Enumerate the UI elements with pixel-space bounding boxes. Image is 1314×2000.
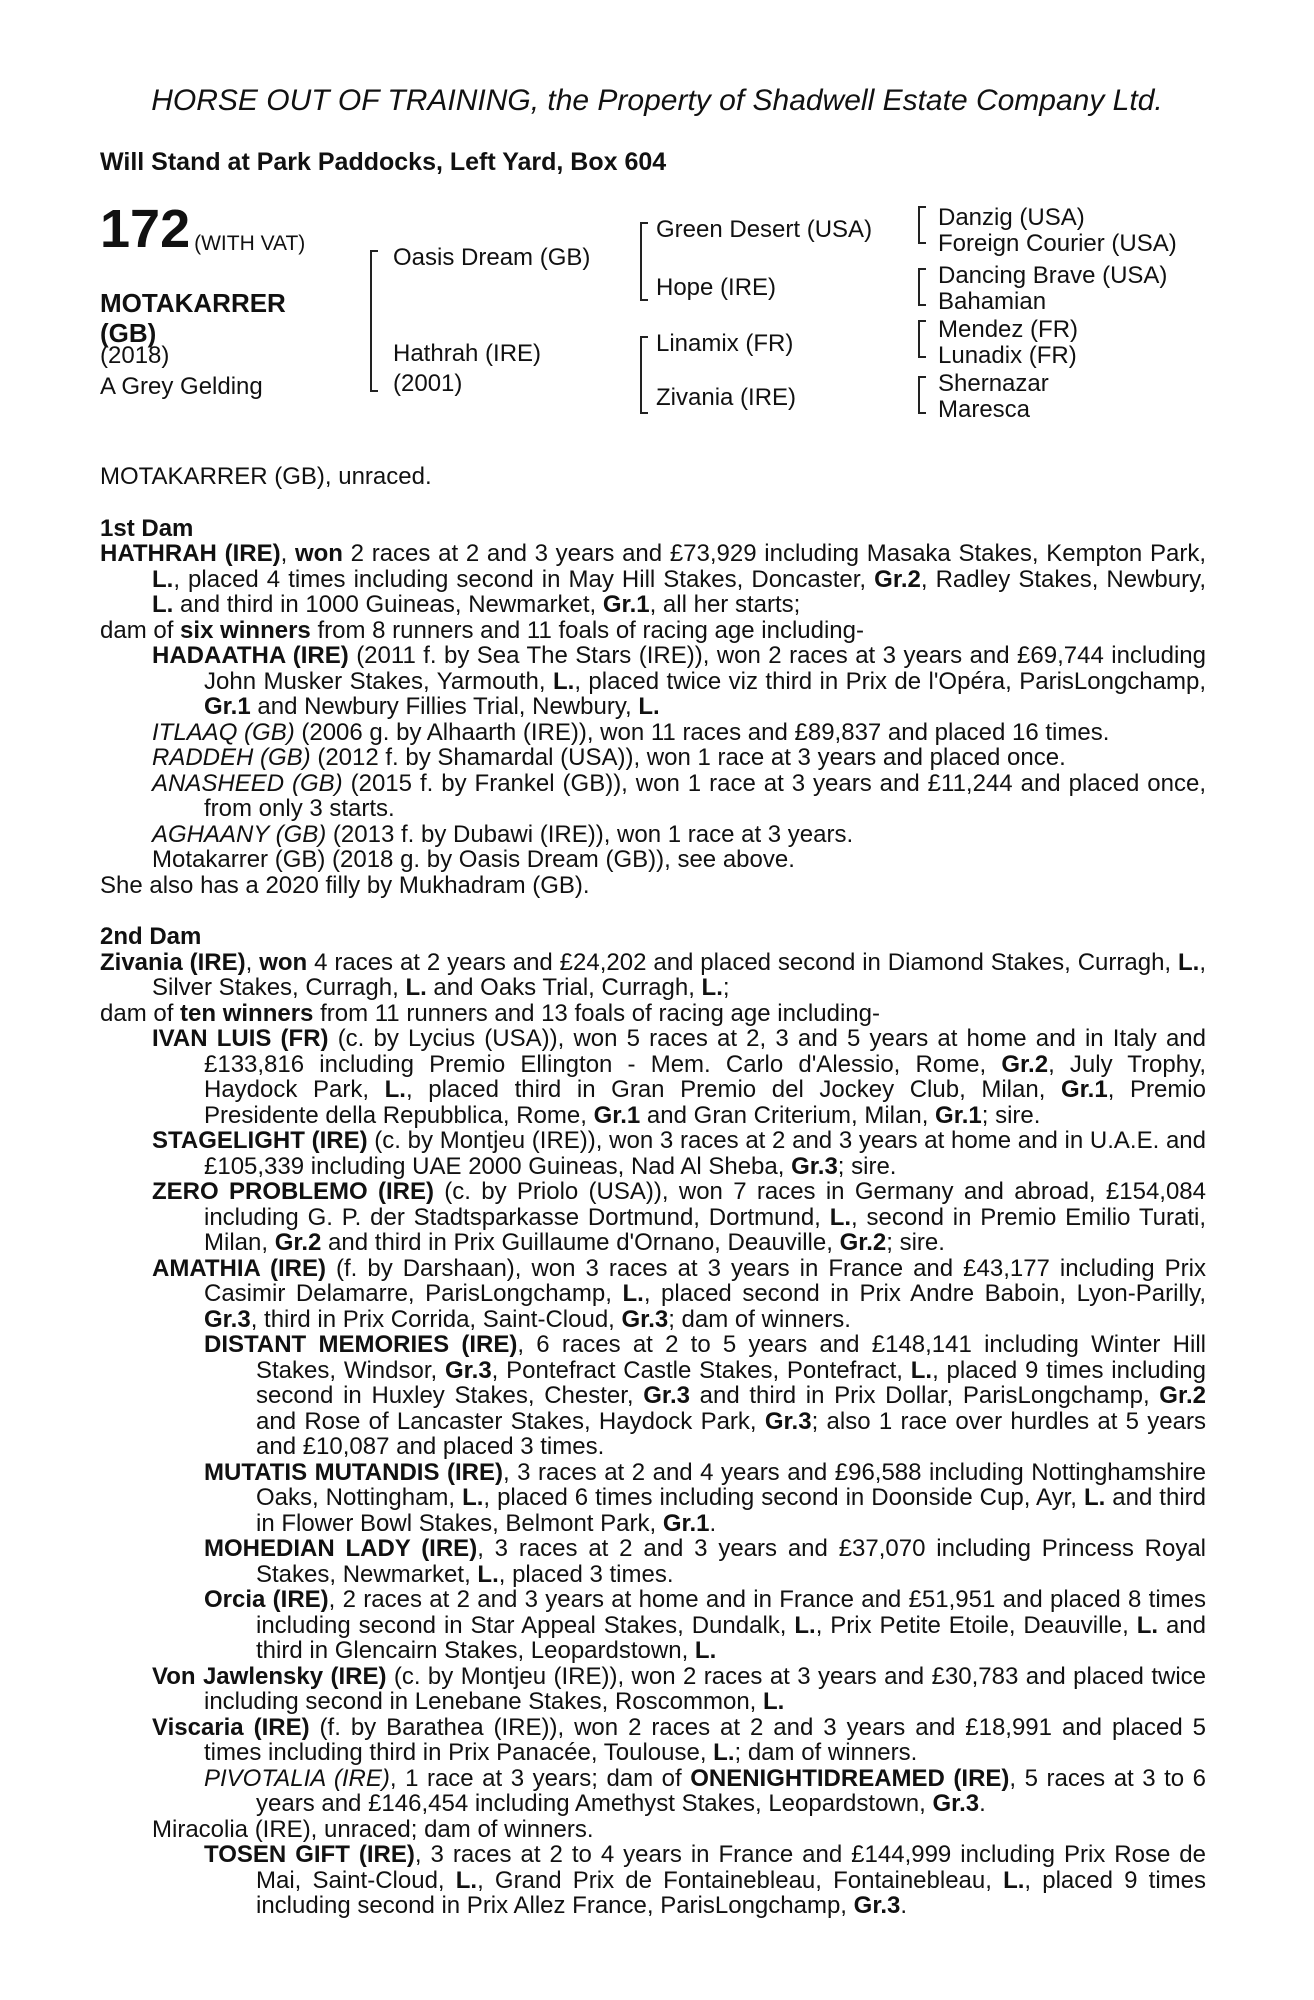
horse-info	[100, 340, 263, 402]
brace-ss	[918, 206, 926, 244]
produce-miracolia: Miracolia (IRE), unraced; dam of winners.	[152, 1815, 594, 1843]
pedigree-dam-dam: Zivania (IRE)	[656, 384, 797, 411]
dam-of-line-2: dam of ten winners from 11 runners and 13 foals of racing age including-	[100, 999, 880, 1027]
pedigree-g3-2: Foreign Courier (USA)	[938, 230, 1177, 257]
produce-motakarrer: Motakarrer (GB) (2018 g. by Oasis Dream (GB)), see above.	[152, 846, 795, 873]
pedigree-g3-6: Lunadix (FR)	[938, 342, 1077, 369]
pedigree-sire: Oasis Dream (GB)	[393, 244, 591, 271]
first-dam-heading: 1st Dam	[100, 514, 194, 542]
pedigree-g3-4: Bahamian	[938, 288, 1047, 315]
brace-sd	[918, 268, 926, 306]
produce-von-jawlensky: Von Jawlensky (IRE) (c. by Montjeu (IRE)), won 2 races at 3 years and £30,783 and placed twice including second in Lenebane Stakes, Roscommon, L.	[152, 1662, 1206, 1715]
lot-number: 172	[100, 199, 191, 259]
pedigree-dam-sire: Linamix (FR)	[656, 330, 794, 357]
brace-dd	[918, 376, 926, 414]
pedigree-g3-5: Mendez (FR)	[938, 316, 1079, 343]
produce-itlaaq: ITLAAQ (GB) (2006 g. by Alhaarth (IRE)), won 11 races and £89,837 and placed 16 times.	[152, 718, 1110, 746]
pedigree-g3-3: Dancing Brave (USA)	[938, 262, 1168, 289]
produce-orcia: Orcia (IRE), 2 races at 2 and 3 years at home and in France and £51,951 and placed 8 times including second in Star Appeal Stakes, Dundalk, L., Prix Petite Etoile, Deauville, L. and third in Glencairn Stakes, Leopardstown, L.	[204, 1586, 1207, 1664]
catalogue-text	[100, 464, 1206, 1919]
pedigree-g3-8: Maresca	[938, 396, 1031, 423]
pedigree-sire-dam: Hope (IRE)	[656, 274, 777, 301]
pedigree-dam-year: (2001)	[393, 370, 463, 397]
produce-distant-memories: DISTANT MEMORIES (IRE), 6 races at 2 to 5 years and £148,141 including Winter Hill Stakes, Windsor, Gr.3, Pontefract Castle Stakes, Pontefract, L., placed 9 times including second in Huxley Stakes, Chester, Gr.3 and third in Prix Dollar, ParisLongchamp, Gr.2 and Rose of Lancaster Stakes, Haydock Park, Gr.3; also 1 race over hurdles at 5 years and £10,087 and placed 3 times.	[204, 1331, 1206, 1460]
unraced-line: MOTAKARRER (GB), unraced.	[100, 463, 432, 490]
produce-tosen-gift: TOSEN GIFT (IRE), 3 races at 2 to 4 years in France and £144,999 including Prix Rose de Mai, Saint-Cloud, L., Grand Prix de Fontainebleau, Fontainebleau, L., placed 9 times including second in Prix Allez France, ParisLongchamp, Gr.3.	[204, 1841, 1206, 1919]
second-dam-record: Zivania (IRE), won 4 races at 2 years and £24,202 and placed second in Diamond Stakes, Curragh, L., Silver Stakes, Curragh, L. and Oaks Trial, Curragh, L.;	[100, 948, 1206, 1001]
produce-anasheed: ANASHEED (GB) (2015 f. by Frankel (GB)), won 1 race at 3 years and £11,244 and placed once, from only 3 starts.	[152, 769, 1206, 822]
first-dam-record: HATHRAH (IRE), won 2 races at 2 and 3 years and £73,929 including Masaka Stakes, Kempton Park, L., placed 4 times including second in May Hill Stakes, Doncaster, Gr.2, Radley Stakes, Newbury, L. and third in 1000 Guineas, Newmarket, Gr.1, all her starts;	[100, 540, 1206, 618]
horse-description: A Grey Gelding	[100, 373, 263, 400]
vat-note: (WITH VAT)	[194, 232, 306, 255]
produce-aghaany: AGHAANY (GB) (2013 f. by Dubawi (IRE)), won 1 race at 3 years.	[152, 820, 854, 848]
dam-of-line: dam of six winners from 8 runners and 11 foals of racing age including-	[100, 616, 864, 644]
produce-ivan-luis: IVAN LUIS (FR) (c. by Lycius (USA)), won 5 races at 2, 3 and 5 years at home and in Italy and £133,816 including Premio Ellington - Mem. Carlo d'Alessio, Rome, Gr.2, July Trophy, Haydock Park, L., placed third in Gran Premio del Jockey Club, Milan, Gr.1, Premio Presidente della Repubblica, Rome, Gr.1 and Gran Criterium, Milan, Gr.1; sire.	[152, 1025, 1206, 1129]
lot-number-block	[100, 199, 306, 259]
produce-hadaatha: HADAATHA (IRE) (2011 f. by Sea The Stars (IRE)), won 2 races at 3 years and £69,744 including John Musker Stakes, Yarmouth, L., placed twice viz third in Prix de l'Opéra, ParisLongchamp, Gr.1 and Newbury Fillies Trial, Newbury, L.	[152, 642, 1207, 720]
produce-amathia: AMATHIA (IRE) (f. by Darshaan), won 3 races at 3 years in France and £43,177 including Prix Casimir Delamarre, ParisLongchamp, L., placed second in Prix Andre Baboin, Lyon-Parilly, Gr.3, third in Prix Corrida, Saint-Cloud, Gr.3; dam of winners.	[152, 1254, 1206, 1333]
brace-ds	[918, 320, 926, 358]
pedigree-sire-sire: Green Desert (USA)	[656, 216, 873, 243]
second-dam-heading: 2nd Dam	[100, 923, 202, 950]
pedigree-g3-1: Danzig (USA)	[938, 204, 1085, 231]
produce-viscaria: Viscaria (IRE) (f. by Barathea (IRE)), won 2 races at 2 and 3 years and £18,991 and placed 5 times including third in Prix Panacée, Toulouse, L.; dam of winners.	[152, 1713, 1206, 1766]
produce-mohedian-lady: MOHEDIAN LADY (IRE), 3 races at 2 and 3 years and £37,070 including Princess Royal Stakes, Newmarket, L., placed 3 times.	[204, 1535, 1207, 1588]
horse-name: MOTAKARRER (GB)	[100, 288, 286, 348]
pedigree-g3-7: Shernazar	[938, 370, 1049, 397]
produce-raddeh: RADDEH (GB) (2012 f. by Shamardal (USA)), won 1 race at 3 years and placed once.	[152, 744, 1066, 771]
produce-stagelight: STAGELIGHT (IRE) (c. by Montjeu (IRE)), won 3 races at 2 and 3 years at home and in U.A.E. and £105,339 including UAE 2000 Guineas, Nad Al Sheba, Gr.3; sire.	[152, 1127, 1206, 1180]
brace-dam	[640, 336, 648, 414]
produce-mutatis-mutandis: MUTATIS MUTANDIS (IRE), 3 races at 2 and 4 years and £96,588 including Nottinghamshire Oaks, Nottingham, L., placed 6 times including second in Doonside Cup, Ayr, L. and third in Flower Bowl Stakes, Belmont Park, Gr.1.	[204, 1458, 1206, 1537]
produce-pivotalia: PIVOTALIA (IRE), 1 race at 3 years; dam of ONENIGHTIDREAMED (IRE), 5 races at 3 to 6 years and £146,454 including Amethyst Stakes, Leopardstown, Gr.3.	[204, 1764, 1207, 1817]
pedigree-dam: Hathrah (IRE)	[393, 340, 542, 367]
stand-location: Will Stand at Park Paddocks, Left Yard, Box 604	[100, 148, 667, 176]
foaling-year: (2018)	[100, 342, 170, 369]
brace-sire-dam	[370, 250, 378, 392]
produce-zero-problemo: ZERO PROBLEMO (IRE) (c. by Priolo (USA)), won 7 races in Germany and abroad, £154,084 including G. P. der Stadtsparkasse Dortmund, Dortmund, L., second in Premio Emilio Turati, Milan, Gr.2 and third in Prix Guillaume d'Ornano, Deauville, Gr.2; sire.	[152, 1178, 1206, 1256]
page-title: HORSE OUT OF TRAINING, the Property of Shadwell Estate Company Ltd.	[151, 84, 1163, 117]
filly-2020-line: She also has a 2020 filly by Mukhadram (GB).	[100, 871, 590, 899]
brace-sire	[640, 222, 648, 301]
